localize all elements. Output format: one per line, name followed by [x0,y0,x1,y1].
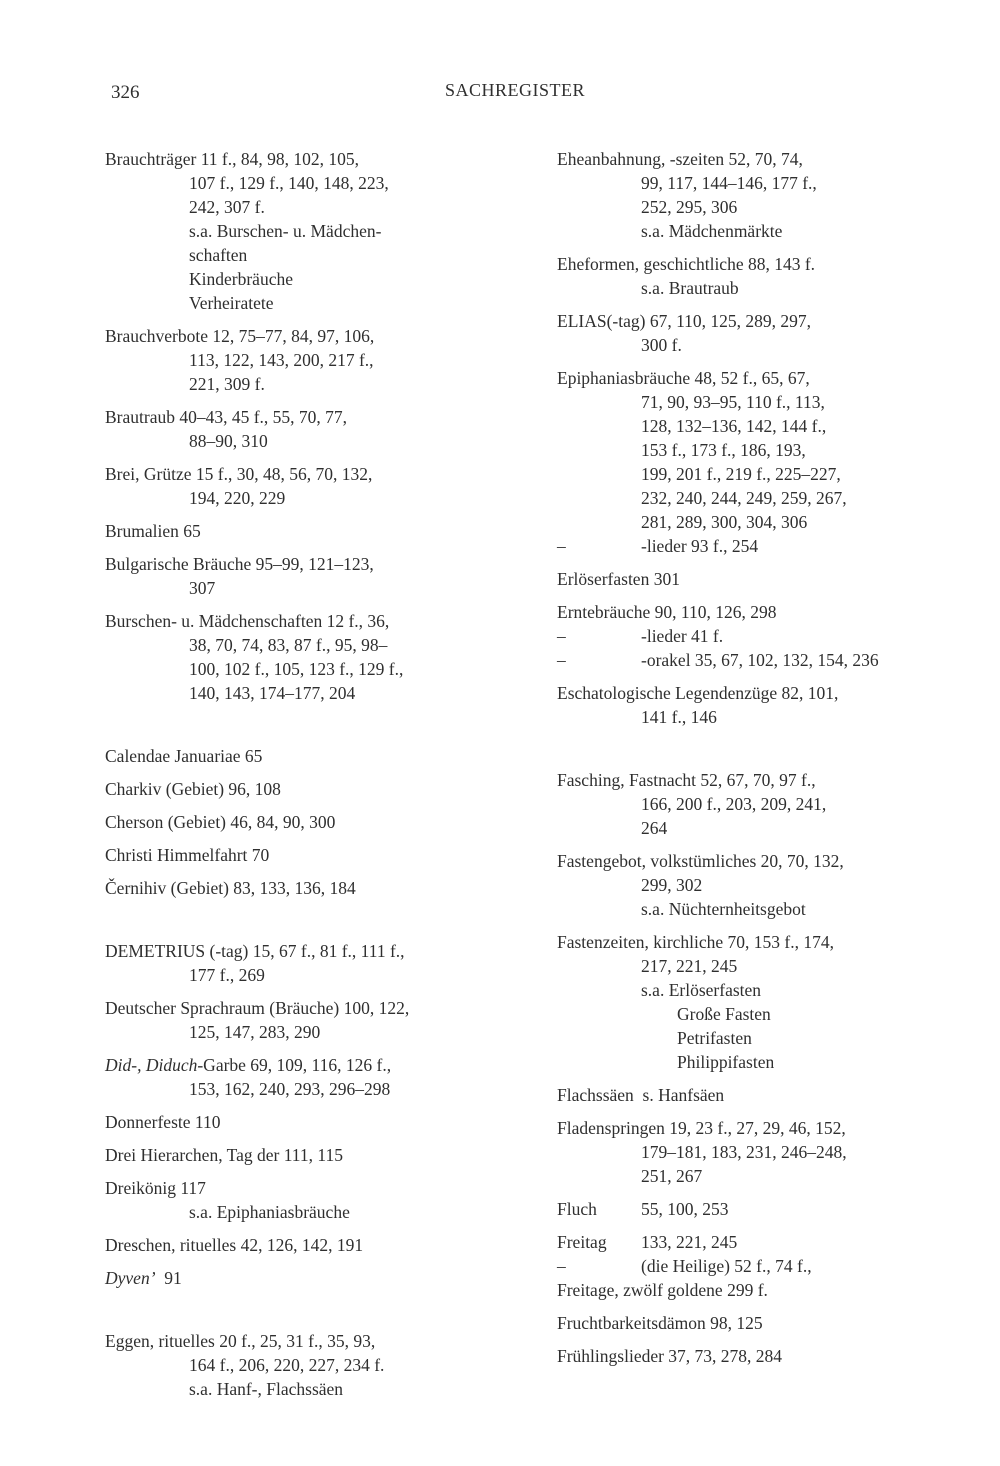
index-entry [105,810,520,834]
entry-line: 221, 309 f. [189,374,265,394]
repeat-dash: – [557,626,566,646]
sub-entry-line [557,534,957,558]
entry-line: Erntebräuche 90, 110, 126, 298 [557,602,777,622]
entry-line: Deutscher Sprachraum (Bräuche) 100, 122, [105,998,410,1018]
entry-line: Brauchträger 11 f., 84, 98, 102, 105, [105,149,360,169]
entry-line: Fastengebot, volkstümliches 20, 70, 132, [557,851,844,871]
repeat-dash: – [557,1256,566,1276]
index-entry [557,366,957,558]
index-entry [105,324,520,396]
index-entry [105,147,520,315]
entry-line: Fruchtbarkeitsdämon 98, 125 [557,1313,763,1333]
entry-line: 71, 90, 93–95, 110 f., 113, [641,392,825,412]
index-entry [557,1344,957,1368]
entry-line: Eheanbahnung, -szeiten 52, 70, 74, [557,149,803,169]
see-also-line: Kinderbräuche [189,269,293,289]
index-entry [105,1233,520,1257]
see-also-line: s.a. Hanf-, Flachssäen [189,1379,344,1399]
repeat-dash: – [557,536,566,556]
index-entry [105,1266,520,1290]
index-entry [105,1143,520,1167]
index-entry [105,1053,520,1101]
entry-term: Freitag [557,1232,607,1252]
index-column-left [105,147,520,1410]
see-also-line: s.a. Brautraub [641,278,739,298]
entry-line [105,1266,520,1290]
index-entry [105,876,520,900]
entry-line: Fasching, Fastnacht 52, 67, 70, 97 f., [557,770,816,790]
index-entry [557,930,957,1074]
entry-line: Brei, Grütze 15 f., 30, 48, 56, 70, 132, [105,464,373,484]
sub-entry-line [557,1254,957,1278]
italic-term: Did-, Diduch [105,1055,198,1075]
entry-line: 166, 200 f., 203, 209, 241, [641,794,827,814]
page-number: 326 [111,82,140,103]
entry-term: Fluch [557,1199,597,1219]
entry-line: Černihiv (Gebiet) 83, 133, 136, 184 [105,878,356,898]
entry-line: 179–181, 183, 231, 246–248, [641,1142,847,1162]
running-head: SACHREGISTER [444,80,585,100]
entry-line: Eheformen, geschichtliche 88, 143 f. [557,254,816,274]
index-entry [557,1083,957,1107]
index-entry [557,252,957,300]
entry-line: 281, 289, 300, 304, 306 [641,512,808,532]
index-entry [557,1230,957,1278]
entry-line: DEMETRIUS (-tag) 15, 67 f., 81 f., 111 f., [105,941,405,961]
entry-line: 100, 102 f., 105, 123 f., 129 f., [189,659,404,679]
see-also-line: Verheiratete [189,293,274,313]
index-entry [557,567,957,591]
see-also-line: Philippifasten [677,1052,775,1072]
entry-line: Frühlingslieder 37, 73, 278, 284 [557,1346,783,1366]
entry-text: -Garbe 69, 109, 116, 126 f., [197,1055,392,1075]
index-entry [557,309,957,357]
sub-entry-line [557,648,957,672]
entry-text: 91 [155,1268,182,1288]
letter-section-gap [105,1299,520,1329]
see-also-line: Petrifasten [677,1028,752,1048]
letter-section-gap [105,909,520,939]
italic-term: Dyven’ [105,1268,156,1288]
entry-line: 164 f., 206, 220, 227, 234 f. [189,1355,385,1375]
entry-line: 194, 220, 229 [189,488,286,508]
entry-line: 307 [189,578,216,598]
index-entry [105,519,520,543]
index-entry [557,768,957,840]
index-entry [105,843,520,867]
entry-line: ELIAS(-tag) 67, 110, 125, 289, 297, [557,311,812,331]
entry-line: Cherson (Gebiet) 46, 84, 90, 300 [105,812,336,832]
index-entry [557,1116,957,1188]
index-entry [105,1329,520,1401]
entry-line: Brumalien 65 [105,521,201,541]
entry-line [557,1230,957,1254]
index-entry [105,552,520,600]
letter-section-gap [105,714,520,744]
entry-text: 55, 100, 253 [641,1199,729,1219]
entry-line: Christi Himmelfahrt 70 [105,845,270,865]
entry-line: 113, 122, 143, 200, 217 f., [189,350,374,370]
entry-line: Calendae Januariae 65 [105,746,263,766]
entry-line: 177 f., 269 [189,965,265,985]
entry-text: -lieder 93 f., 254 [641,536,759,556]
entry-line: 300 f. [641,335,682,355]
entry-line: Donnerfeste 110 [105,1112,221,1132]
entry-line [557,1197,957,1221]
index-entry [105,405,520,453]
index-entry [105,744,520,768]
entry-line: 299, 302 [641,875,703,895]
see-also-line: s.a. Mädchenmärkte [641,221,783,241]
entry-line: 88–90, 310 [189,431,268,451]
index-entry [557,1311,957,1335]
entry-line: 99, 117, 144–146, 177 f., [641,173,817,193]
entry-line: 153, 162, 240, 293, 296–298 [189,1079,391,1099]
index-entry [557,849,957,921]
index-entry [105,996,520,1044]
index-entry [557,147,957,243]
entry-line: 153 f., 173 f., 186, 193, [641,440,806,460]
see-also-line: s.a. Nüchternheitsgebot [641,899,806,919]
sub-entry-line [557,624,957,648]
see-also-line: s.a. Epiphaniasbräuche [189,1202,350,1222]
entry-line: Dreschen, rituelles 42, 126, 142, 191 [105,1235,364,1255]
entry-line: Eggen, rituelles 20 f., 25, 31 f., 35, 93, [105,1331,376,1351]
index-entry [557,681,957,729]
index-entry [557,1278,957,1302]
entry-line: 232, 240, 244, 249, 259, 267, [641,488,847,508]
entry-line: 140, 143, 174–177, 204 [189,683,356,703]
entry-line: Fladenspringen 19, 23 f., 27, 29, 46, 152, [557,1118,846,1138]
entry-line: Freitage, zwölf goldene 299 f. [557,1280,768,1300]
entry-line: 199, 201 f., 219 f., 225–227, [641,464,841,484]
entry-line: Fastenzeiten, kirchliche 70, 153 f., 174, [557,932,835,952]
entry-line: Flachssäen s. Hanfsäen [557,1085,725,1105]
entry-line: 107 f., 129 f., 140, 148, 223, [189,173,389,193]
see-also-line: Große Fasten [677,1004,771,1024]
entry-line: 264 [641,818,668,838]
entry-line: Burschen- u. Mädchenschaften 12 f., 36, [105,611,390,631]
index-entry [105,1176,520,1224]
entry-line: 252, 295, 306 [641,197,738,217]
entry-line: Charkiv (Gebiet) 96, 108 [105,779,281,799]
entry-text: 133, 221, 245 [641,1232,738,1252]
entry-line: 125, 147, 283, 290 [189,1022,321,1042]
entry-line: Bulgarische Bräuche 95–99, 121–123, [105,554,374,574]
entry-line: 242, 307 f. [189,197,265,217]
index-entry [105,777,520,801]
repeat-dash: – [557,650,566,670]
entry-line: 251, 267 [641,1166,703,1186]
index-entry [557,1197,957,1221]
entry-line: 128, 132–136, 142, 144 f., [641,416,827,436]
index-entry [105,609,520,705]
index-entry [557,600,957,672]
see-also-line: schaften [189,245,248,265]
entry-text: -orakel 35, 67, 102, 132, 154, 236 [641,650,879,670]
see-also-line: s.a. Erlöserfasten [641,980,762,1000]
entry-text: -lieder 41 f. [641,626,724,646]
letter-section-gap [557,738,957,768]
entry-line: Brautraub 40–43, 45 f., 55, 70, 77, [105,407,348,427]
index-entry [105,939,520,987]
entry-line: Drei Hierarchen, Tag der 111, 115 [105,1145,344,1165]
entry-text: (die Heilige) 52 f., 74 f., [641,1256,812,1276]
see-also-line: s.a. Burschen- u. Mädchen- [189,221,382,241]
entry-line: Erlöserfasten 301 [557,569,680,589]
entry-line: 217, 221, 245 [641,956,738,976]
entry-line: Dreikönig 117 [105,1178,206,1198]
entry-line: Eschatologische Legendenzüge 82, 101, [557,683,839,703]
entry-line [105,1053,520,1077]
entry-line: 141 f., 146 [641,707,717,727]
entry-line: Brauchverbote 12, 75–77, 84, 97, 106, [105,326,375,346]
entry-line: Epiphaniasbräuche 48, 52 f., 65, 67, [557,368,810,388]
entry-line: 38, 70, 74, 83, 87 f., 95, 98– [189,635,388,655]
index-column-right [557,147,957,1377]
index-entry [105,1110,520,1134]
index-entry [105,462,520,510]
